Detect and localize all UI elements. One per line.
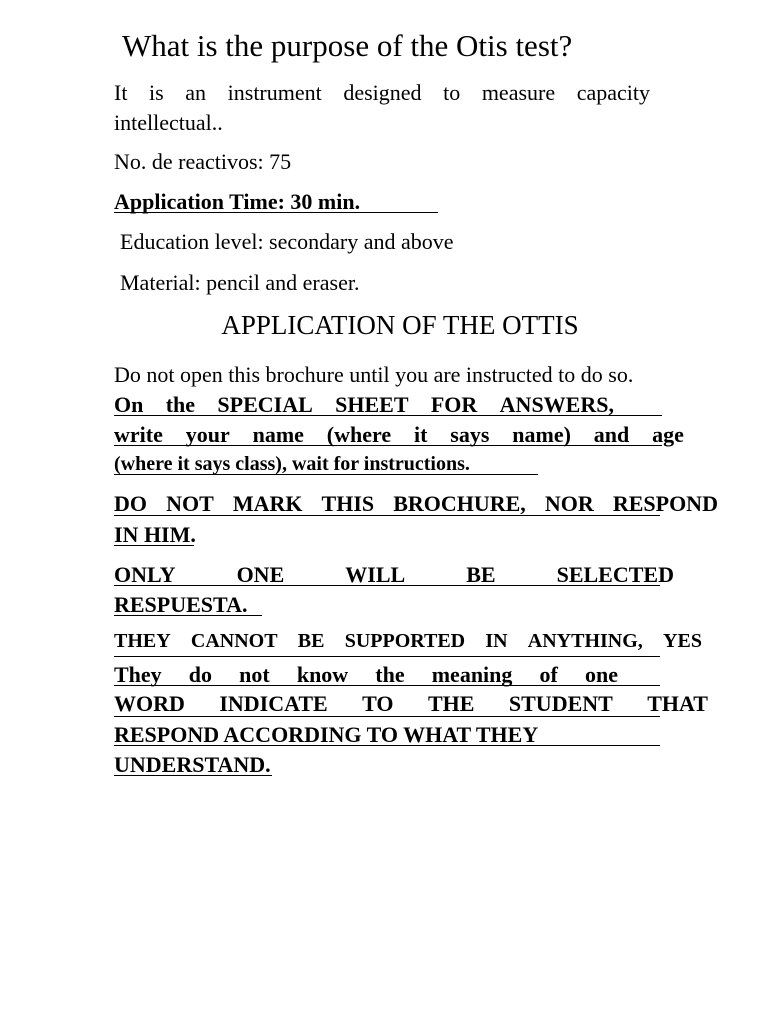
- word: On: [114, 392, 144, 417]
- word: the: [165, 392, 196, 417]
- application-time: Application Time: 30 min.: [114, 189, 361, 214]
- page-title: What is the purpose of the Otis test?: [122, 28, 573, 63]
- word: name: [252, 422, 304, 447]
- only-one-underline: [114, 585, 660, 586]
- do-not-mark-line: [114, 491, 718, 517]
- cannot-support-line: [114, 630, 702, 653]
- word: capacity: [576, 80, 650, 105]
- word: designed: [343, 80, 422, 105]
- word: of: [539, 662, 558, 687]
- in-him-underline: [114, 545, 194, 546]
- respond-according-underline: [114, 745, 660, 746]
- word: ANSWERS,: [499, 392, 614, 417]
- word: write: [114, 422, 163, 447]
- intro-line-2: intellectual..: [114, 110, 223, 135]
- they-do-not-underline: [114, 685, 660, 686]
- word: WORD: [114, 691, 185, 716]
- intro-line-1: [114, 80, 650, 106]
- word: SUPPORTED: [344, 630, 466, 652]
- word: it: [413, 422, 428, 447]
- word: BE: [297, 630, 325, 652]
- word: TO: [362, 691, 394, 716]
- word: FOR: [430, 392, 478, 417]
- word: CANNOT: [190, 630, 278, 652]
- word: ONLY: [114, 562, 176, 587]
- word: BROCHURE,: [393, 491, 526, 516]
- word: name): [512, 422, 571, 447]
- application-time-underline: [114, 212, 438, 213]
- word: and: [593, 422, 630, 447]
- word: BE: [466, 562, 496, 587]
- word: is: [149, 80, 164, 105]
- word: YES: [663, 630, 702, 652]
- do-not-mark-underline: [114, 515, 660, 516]
- word: meaning: [431, 662, 513, 687]
- word: not: [239, 662, 270, 687]
- word: THEY: [114, 630, 171, 652]
- word: INDICATE: [219, 691, 328, 716]
- word: the: [375, 662, 405, 687]
- where-class-text: (where it says class), wait for instructions.: [114, 453, 470, 475]
- word: SHEET: [335, 392, 409, 417]
- word: SELECTED: [556, 562, 674, 587]
- word: THAT: [647, 691, 708, 716]
- word: an: [185, 80, 207, 105]
- word: DO: [114, 491, 147, 516]
- word: one: [584, 662, 618, 687]
- word: to: [443, 80, 461, 105]
- word: (where: [326, 422, 392, 447]
- word-indicate-underline: [114, 716, 660, 717]
- word: your: [185, 422, 230, 447]
- word: IN: [485, 630, 508, 652]
- in-him-text: IN HIM.: [114, 522, 196, 547]
- word: age: [652, 422, 684, 447]
- word: SPECIAL: [217, 392, 313, 417]
- word: It: [114, 80, 128, 105]
- understand-underline: [114, 775, 272, 776]
- material: Material: pencil and eraser.: [120, 270, 360, 295]
- respuesta-text: RESPUESTA.: [114, 592, 248, 617]
- word: ANYTHING,: [527, 630, 643, 652]
- special-sheet-underline: [114, 415, 662, 416]
- cannot-support-underline: [114, 656, 660, 657]
- education-level: Education level: secondary and above: [120, 229, 454, 254]
- word: NOT: [166, 491, 214, 516]
- word: RESPOND: [612, 491, 718, 516]
- word-indicate-line: [114, 691, 708, 717]
- word: They: [114, 662, 162, 687]
- word: THIS: [321, 491, 375, 516]
- respond-according-text: RESPOND ACCORDING TO WHAT THEY: [114, 722, 539, 747]
- word: says: [450, 422, 490, 447]
- word: MARK: [232, 491, 303, 516]
- write-name-underline: [114, 445, 662, 446]
- where-class-underline: [114, 474, 538, 475]
- word: ONE: [236, 562, 285, 587]
- word: measure: [481, 80, 556, 105]
- respuesta-underline: [114, 615, 262, 616]
- reactives-count: No. de reactivos: 75: [114, 149, 292, 174]
- word: STUDENT: [508, 691, 613, 716]
- word: THE: [427, 691, 475, 716]
- word: NOR: [544, 491, 594, 516]
- section-heading: APPLICATION OF THE OTTIS: [221, 310, 579, 340]
- understand-text: UNDERSTAND.: [114, 752, 271, 777]
- word: do: [188, 662, 213, 687]
- word: know: [296, 662, 349, 687]
- word: WILL: [345, 562, 406, 587]
- word: instrument: [227, 80, 322, 105]
- do-not-open-text: Do not open this brochure until you are instructed to do so.: [114, 362, 634, 387]
